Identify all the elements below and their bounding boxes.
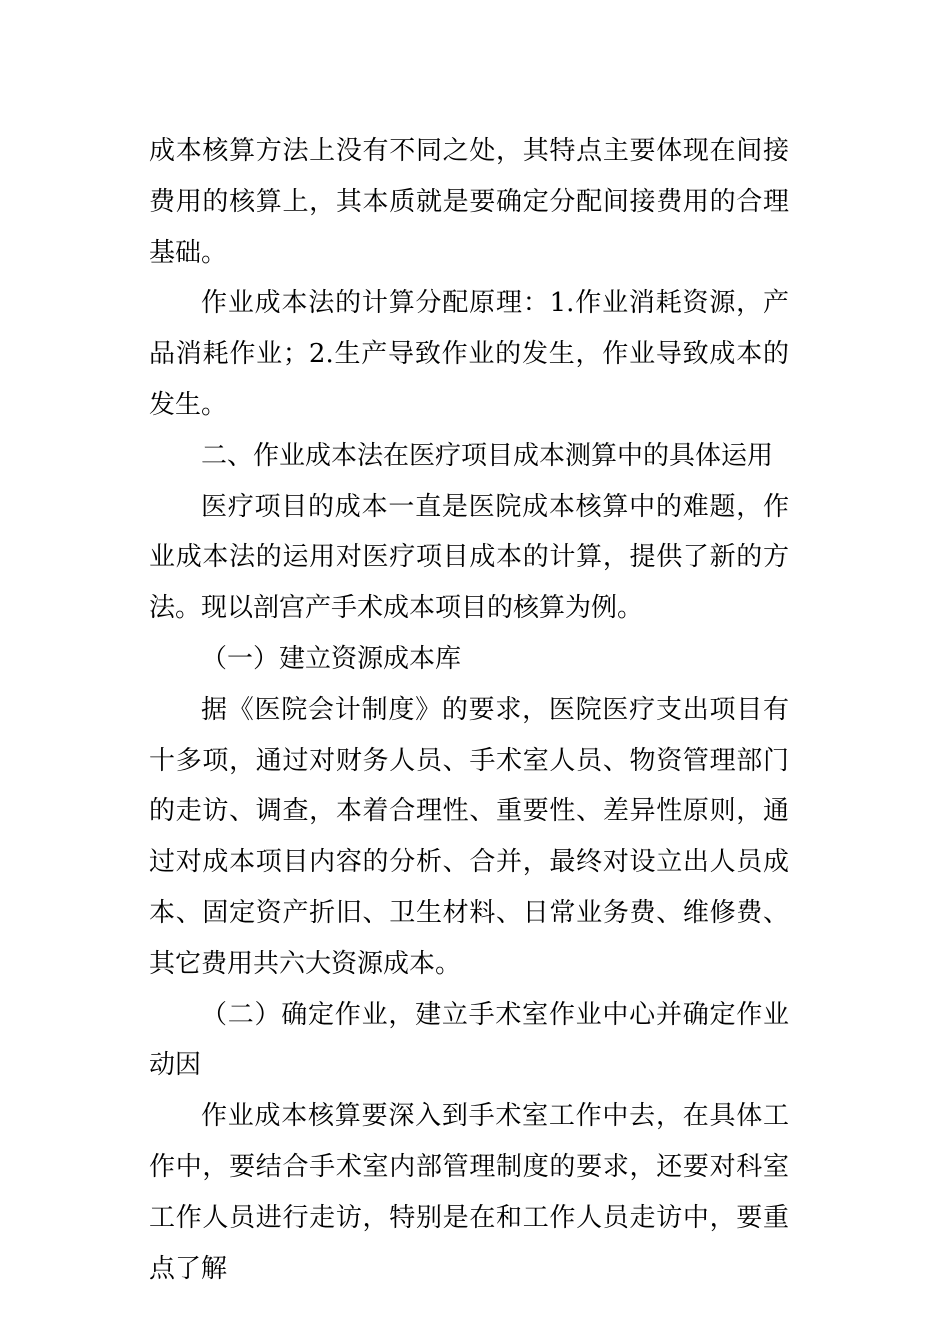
section-heading-2: 二、作业成本法在医疗项目成本测算中的具体运用	[201, 440, 774, 471]
paragraph-2: 作业成本法的计算分配原理：1.作业消耗资源，产品消耗作业；2.生产导致作业的发生，作业导致成本的发生。	[149, 288, 789, 420]
subsection-heading-1: （一）建立资源成本库	[201, 643, 462, 674]
document-body	[149, 126, 789, 1294]
paragraph-4: 据《医院会计制度》的要求，医院医疗支出项目有十多项，通过对财务人员、手术室人员、物资管理部门的走访、调查，本着合理性、重要性、差异性原则，通过对成本项目内容的分析、合并，最终对设立出人员成本、固定资产折旧、卫生材料、日常业务费、维修费、其它费用共六大资源成本。	[149, 694, 789, 979]
paragraph-1: 成本核算方法上没有不同之处，其特点主要体现在间接费用的核算上，其本质就是要确定分配间接费用的合理基础。	[149, 136, 789, 268]
paragraph-5: 作业成本核算要深入到手术室工作中去，在具体工作中，要结合手术室内部管理制度的要求，还要对科室工作人员进行走访，特别是在和工作人员走访中，要重点了解	[149, 1101, 789, 1284]
paragraph-3: 医疗项目的成本一直是医院成本核算中的难题，作业成本法的运用对医疗项目成本的计算，提供了新的方法。现以剖宫产手术成本项目的核算为例。	[149, 491, 789, 624]
subsection-heading-2: （二）确定作业，建立手术室作业中心并确定作业动因	[149, 999, 789, 1081]
